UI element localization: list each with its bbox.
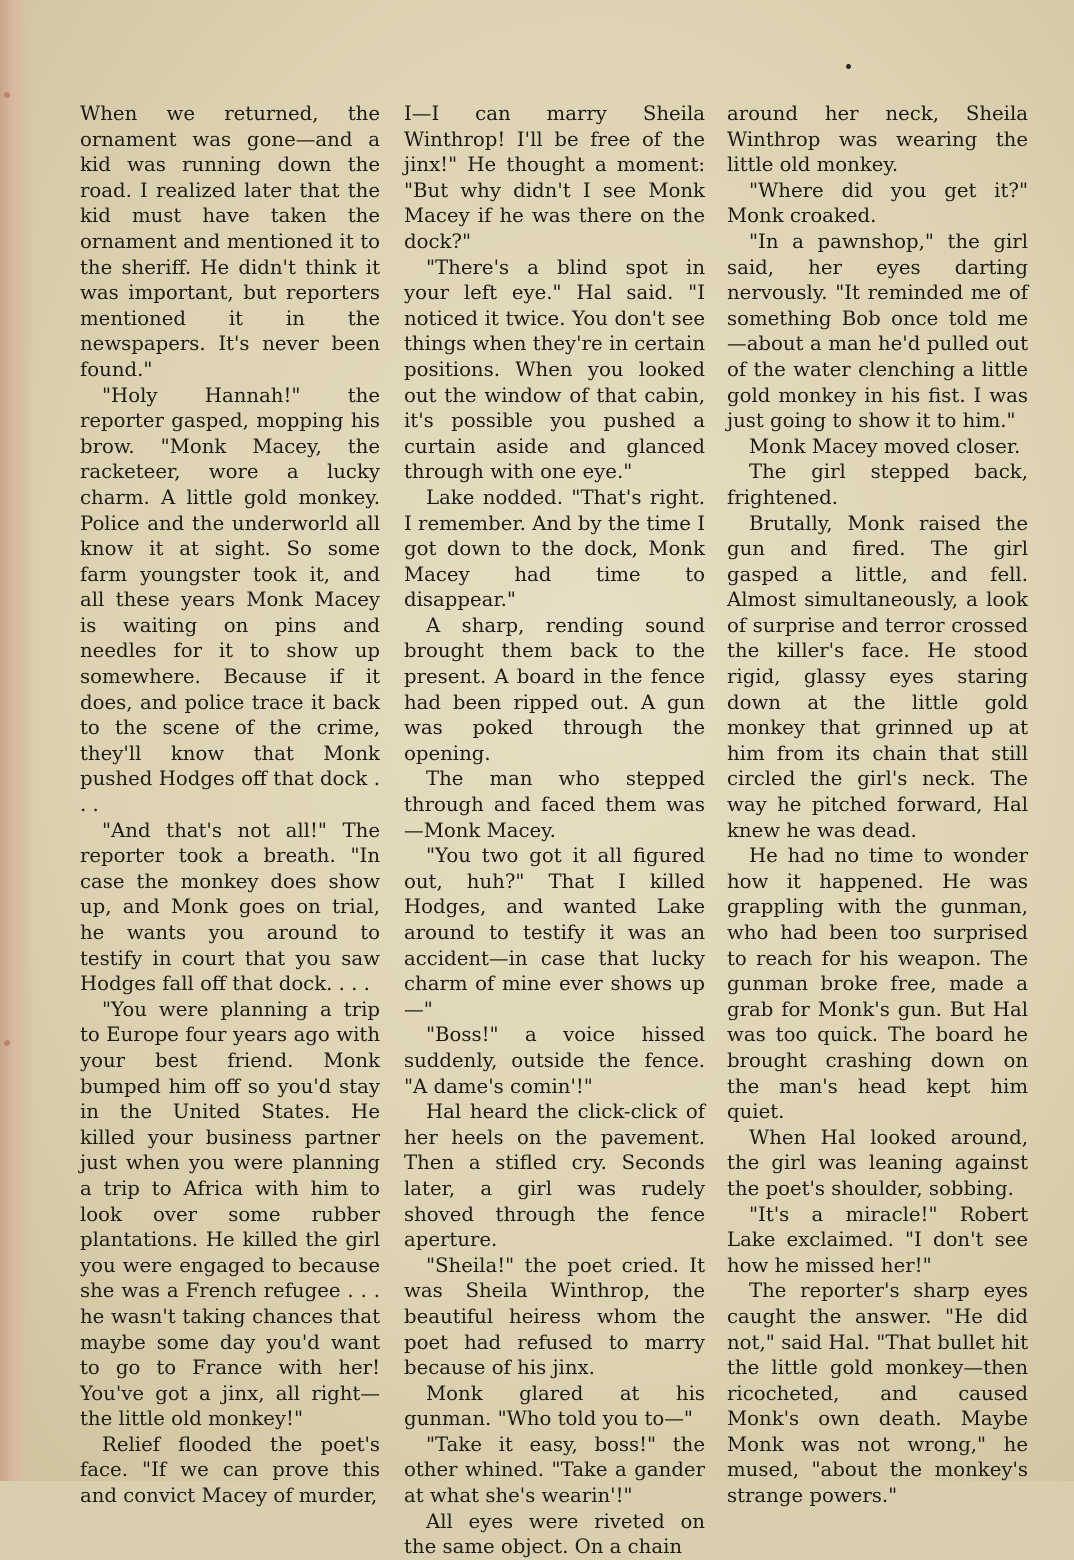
paragraph: All eyes were riveted on the same object. On a chain — [404, 1509, 705, 1559]
paragraph: "There's a blind spot in your left eye." Hal said. "I noticed it twice. You don't see things when they're in certain positions. When you looked out the window of that cabin, it's possible you pushed a curtain aside and glanced through with one eye." — [404, 255, 705, 484]
paragraph: "It's a miracle!" Robert Lake exclaimed. "I don't see how he missed her!" — [727, 1202, 1028, 1277]
paragraph: "In a pawnshop," the girl said, her eyes darting nervously. "It reminded me of something Bob once told me—about a man he'd pulled out of the water clenching a little gold monkey in his fist. I was just going to show it to him." — [727, 229, 1028, 433]
paragraph: "You were planning a trip to Europe four years ago with your best friend. Monk bumped him off so you'd stay in the United States. He killed your business partner just when you were planning a trip to Africa with him to look over some rubber plantations. He killed the girl you were engaged to because she was a French refugee . . . he wasn't taking chances that maybe some day you'd want to go to France with her! You've got a jinx, all right—the little old monkey!" — [80, 997, 380, 1431]
paragraph: "You two got it all figured out, huh?" That I killed Hodges, and wanted Lake around to testify it was an accident—in case that lucky charm of mine ever shows up—" — [404, 844, 705, 1021]
paragraph: "And that's not all!" The reporter took a breath. "In case the monkey does show up, and Monk goes on trial, he wants you around to testify in court that you saw Hodges fall off that dock. . . . — [80, 818, 380, 996]
paragraph: The man who stepped through and faced them was—Monk Macey. — [404, 767, 705, 842]
paragraph: Monk Macey moved closer. — [749, 434, 1021, 458]
paragraph: "Sheila!" the poet cried. It was Sheila Winthrop, the beautiful heiress whom the poet had refused to marry because of his jinx. — [404, 1253, 705, 1380]
paragraph: When we returned, the ornament was gone—and a kid was running down the road. I realized later that the kid must have taken the ornament and mentioned it to the sheriff. He didn't think it was important, but reporters mentioned it in the newspapers. It's never been found." — [80, 102, 380, 381]
paragraph: When Hal looked around, the girl was leaning against the poet's shoulder, sobbing. — [727, 1125, 1028, 1200]
text-column-2 — [404, 101, 705, 1560]
paragraph: Brutally, Monk raised the gun and fired. The girl gasped a little, and fell. Almost simultaneously, a look of surprise and terror crossed the killer's face. He stood rigid, glassy eyes staring down at the little gold monkey that grinned up at him from its chain that still circled the girl's neck. The way he pitched forward, Hal knew he was dead. — [727, 511, 1028, 842]
paragraph: A sharp, rending sound brought them back to the present. A board in the fence had been ripped out. A gun was poked through the opening. — [404, 613, 705, 765]
stain-mark — [4, 92, 10, 98]
paragraph: He had no time to wonder how it happened. He was grappling with the gunman, who had been too surprised to reach for his weapon. The gunman broke free, made a grab for Monk's gun. But Hal was too quick. The board he brought crashing down on the man's head kept him quiet. — [727, 844, 1028, 1124]
text-column-3 — [727, 101, 1028, 1509]
paragraph: Hal heard the click-click of her heels on the pavement. Then a stifled cry. Seconds later, a girl was rudely shoved through the fence aperture. — [404, 1100, 705, 1252]
paragraph: "Holy Hannah!" the reporter gasped, mopping his brow. "Monk Macey, the racketeer, wore a lucky charm. A little gold monkey. Police and the underworld all know it at sight. So some farm youngster took it, and all these years Monk Macey is waiting on pins and needles for it to show up somewhere. Because if it does, and police trace it back to the scene of the crime, they'll know that Monk pushed Hodges off that dock . . . — [80, 383, 380, 817]
paragraph: The reporter's sharp eyes caught the answer. "He did not," said Hal. "That bullet hit the little gold monkey—then ricocheted, and caused Monk's own death. Maybe Monk was not wrong," he mused, "about the monkey's strange powers." — [727, 1279, 1028, 1508]
print-dot — [846, 64, 851, 69]
text-column-1 — [80, 101, 380, 1509]
paragraph: "Boss!" a voice hissed suddenly, outside the fence. "A dame's comin'!" — [404, 1023, 705, 1098]
paragraph: around her neck, Sheila Winthrop was wearing the little old monkey. — [727, 102, 1028, 177]
stain-mark — [4, 1040, 10, 1046]
paragraph: "Where did you get it?" Monk croaked. — [727, 178, 1028, 228]
paragraph: I—I can marry Sheila Winthrop! I'll be free of the jinx!" He thought a moment: "But why didn't I see Monk Macey if he was there on the dock?" — [404, 102, 705, 253]
paragraph: "Take it easy, boss!" the other whined. "Take a gander at what she's wearin'!" — [404, 1432, 705, 1508]
paragraph: The girl stepped back, frightened. — [727, 460, 1028, 509]
paragraph: Relief flooded the poet's face. "If we can prove this and convict Macey of murder, — [80, 1432, 380, 1508]
paragraph: Lake nodded. "That's right. I remember. And by the time I got down to the dock, Monk Macey had time to disappear." — [404, 485, 705, 612]
paragraph: Monk glared at his gunman. "Who told you to—" — [404, 1381, 705, 1431]
page-spine-edge — [0, 0, 34, 1481]
